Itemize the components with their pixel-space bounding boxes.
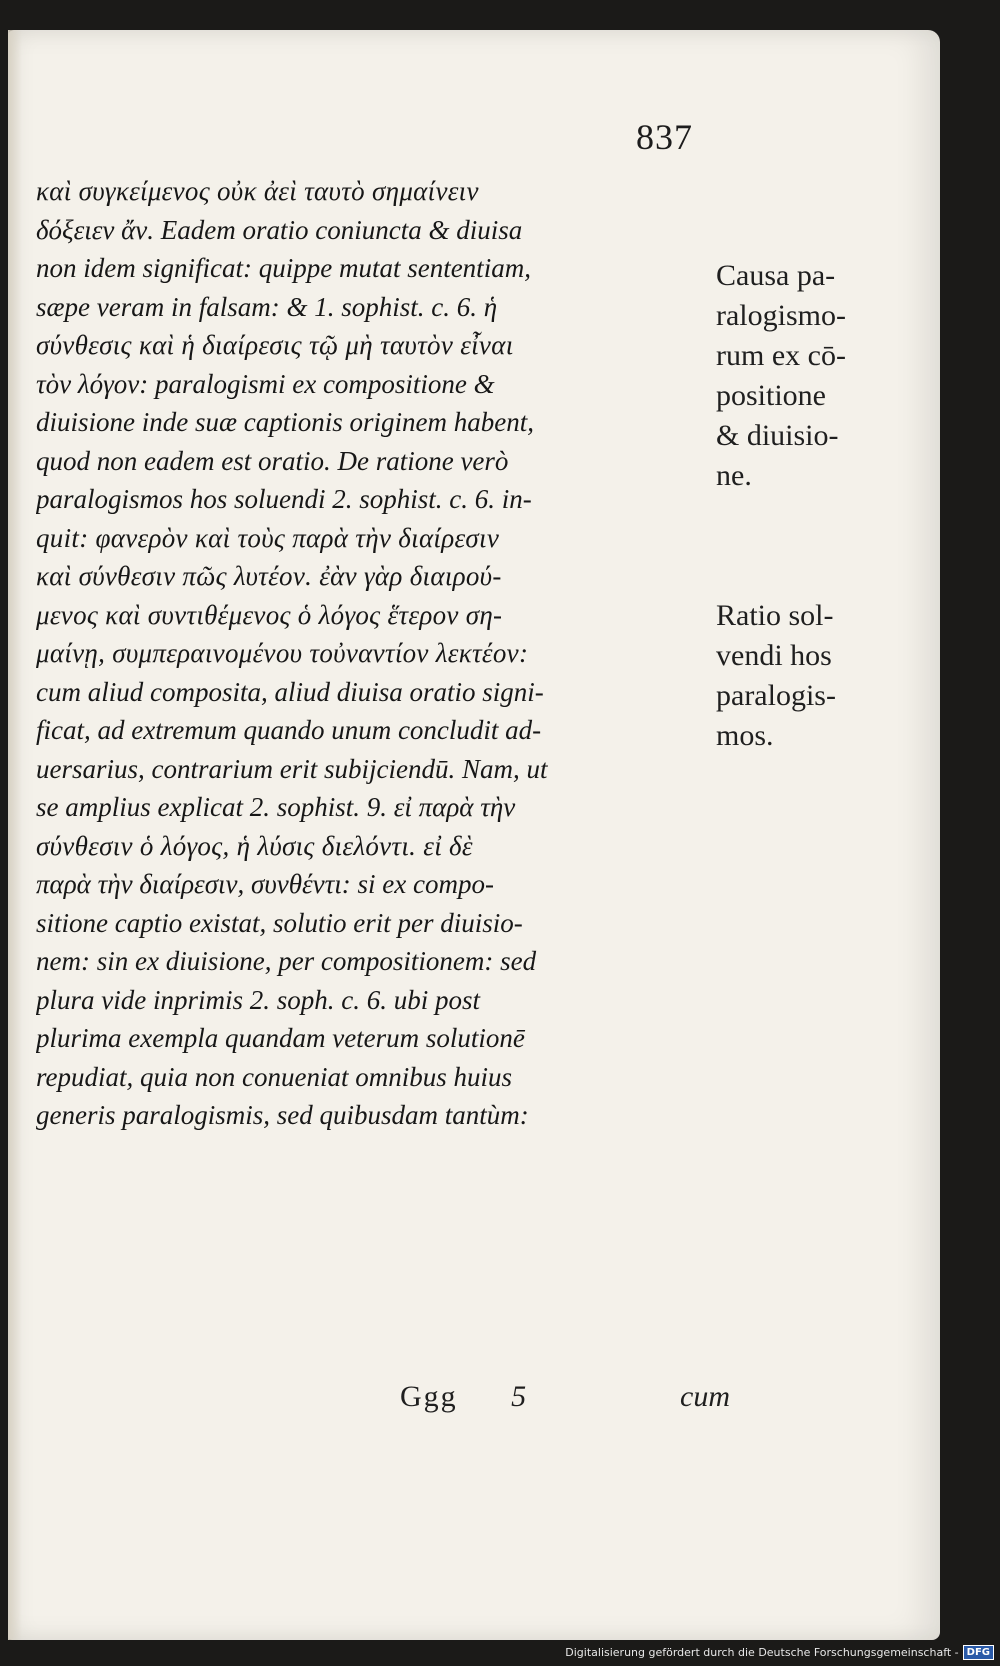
credit-text: Digitalisierung gefördert durch die Deutsche Forschungsgemeinschaft - [565, 1646, 959, 1659]
text-line: uersarius, contrarium erit subijciendū. Nam, ut [36, 753, 548, 784]
marginal-note-line: & diuisio- [716, 419, 839, 452]
text-line: paralogismos hos soluendi 2. sophist. c. 6. in- [36, 484, 532, 514]
text-line: se amplius explicat 2. sophist. 9. εἰ παρὰ τὴν [36, 792, 516, 822]
text-line: τὸν λόγον: paralogismi ex compositione & [36, 368, 495, 399]
text-line: plurima exempla quandam veterum solutionē [36, 1023, 525, 1053]
digitization-credit [565, 1645, 994, 1660]
marginal-note-line: Causa pa- [716, 259, 836, 292]
page-gutter-shadow [8, 30, 22, 1640]
marginal-note-line: Ratio sol- [716, 599, 834, 632]
marginal-note-line: paralogis- [716, 679, 836, 712]
marginal-note-line: mos. [716, 719, 774, 752]
text-line: καὶ συγκείμενος οὐκ ἀεὶ ταυτὸ σημαίνειν [36, 176, 479, 206]
marginal-note-line: positione [716, 379, 826, 412]
text-line: μαίνῃ, συμπεραινομένου τοὐναντίον λεκτέον: [36, 638, 529, 668]
text-line: παρὰ τὴν διαίρεσιν, συνθέντι: si ex compo- [36, 869, 494, 899]
text-line: σύνθεσις καὶ ἡ διαίρεσις τῷ μὴ ταυτὸν εἶναι [36, 330, 514, 360]
text-line: non idem significat: quippe mutat sententiam, [36, 253, 531, 283]
catchword: cum [680, 1380, 730, 1413]
marginal-note-line: ne. [716, 459, 752, 492]
page-number: 837 [636, 117, 693, 157]
signature-number: 5 [511, 1380, 527, 1413]
marginal-note-line: ralogismo- [716, 299, 846, 332]
text-line: sitione captio existat, solutio erit per diuisio- [36, 907, 523, 938]
marginal-note-line: rum ex cō- [716, 339, 846, 372]
main-text-block [36, 172, 726, 1135]
text-line: sæpe veram in falsam: & 1. sophist. c. 6. ἡ [36, 291, 498, 322]
marginal-note-ratio [716, 596, 916, 756]
text-line: repudiat, quia non conueniat omnibus huius [36, 1061, 512, 1092]
text-line: generis paralogismis, sed quibusdam tantùm: [36, 1100, 529, 1130]
text-line: quit: φανερὸν καὶ τοὺς παρὰ τὴν διαίρεσιν [36, 522, 500, 553]
text-line: quod non eadem est oratio. De ratione verò [36, 445, 509, 476]
text-line: σύνθεσιν ὁ λόγος, ἡ λύσις διελόντι. εἰ δὲ [36, 830, 473, 861]
text-line: plura vide inprimis 2. soph. c. 6. ubi post [36, 984, 480, 1015]
text-line: nem: sin ex diuisione, per compositionem: sed [36, 946, 537, 976]
signature-mark: Ggg [400, 1380, 458, 1413]
signature-line [400, 1380, 730, 1414]
book-page [8, 30, 940, 1640]
marginal-note-causa [716, 256, 916, 496]
text-line: καὶ σύνθεσιν πῶς λυτέον. ἐὰν γὰρ διαιρού- [36, 561, 502, 591]
text-line: μενος καὶ συντιθέμενος ὁ λόγος ἕτερον ση- [36, 599, 503, 630]
dfg-logo-icon: DFG [963, 1645, 994, 1660]
text-line: diuisione inde suæ captionis originem habent, [36, 407, 534, 437]
text-line: δόξειεν ἄν. Eadem oratio coniuncta & diuisa [36, 214, 523, 245]
marginal-note-line: vendi hos [716, 639, 832, 672]
text-line: ficat, ad extremum quando unum concludit ad- [36, 715, 542, 745]
text-line: cum aliud composita, aliud diuisa oratio signi- [36, 676, 544, 707]
